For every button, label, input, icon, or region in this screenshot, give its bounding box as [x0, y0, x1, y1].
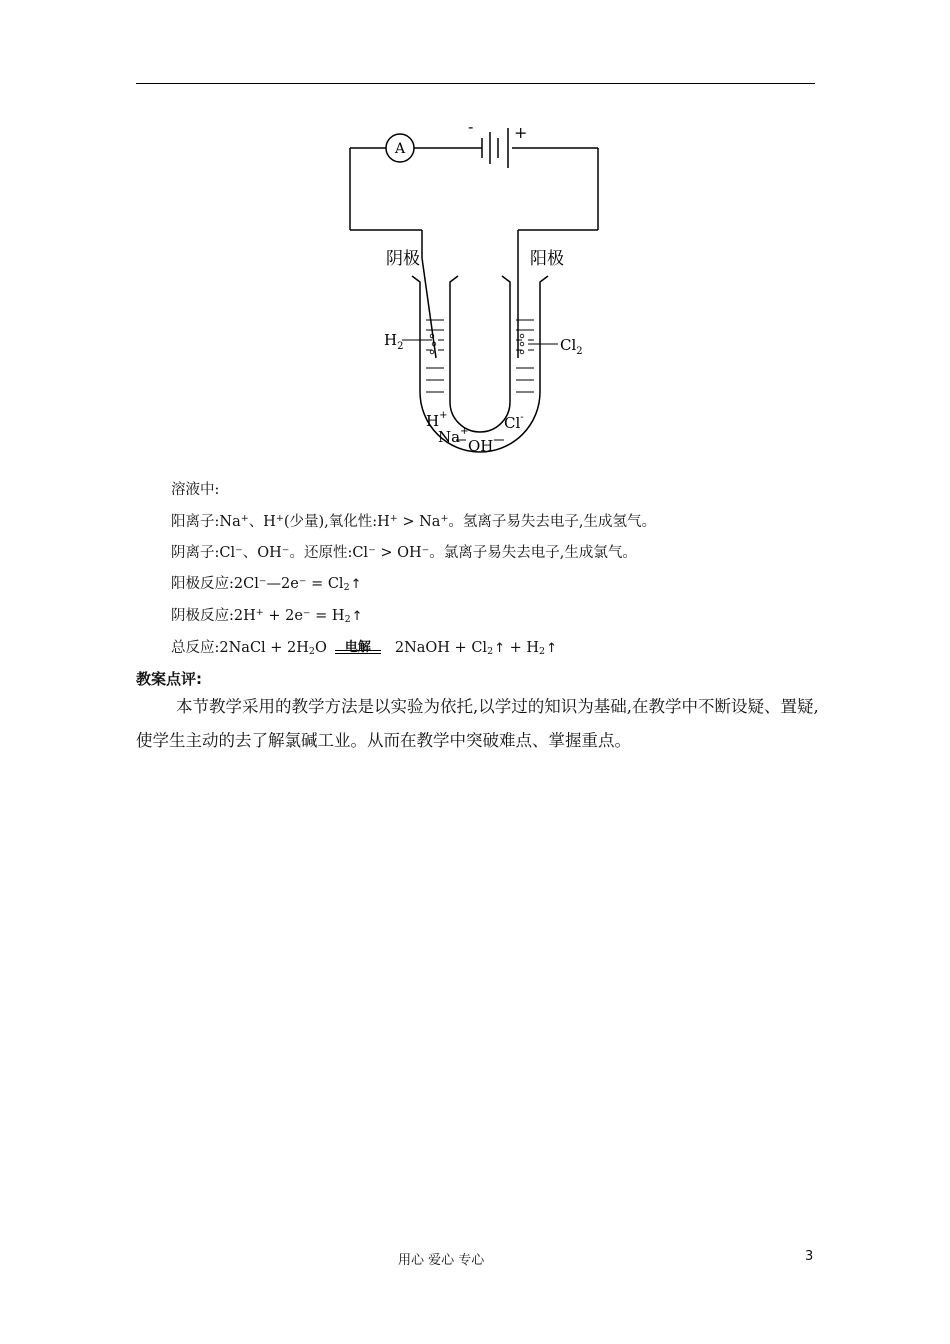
- page-number: 3: [805, 1249, 814, 1264]
- circuit-wires: [350, 148, 598, 258]
- gas-cl2-label: $Cl_2$: [560, 336, 583, 357]
- ion-oh-label: OH-: [468, 435, 497, 455]
- comment-paragraph: 本节教学采用的教学方法是以实验为依托,以学过的知识为基础,在教学中不断设疑、置疑,使学生主动的去了解氯碱工业。从而在教学中突破难点、掌握重点。: [136, 697, 819, 750]
- ion-h-label: H+: [426, 410, 448, 430]
- left-electrode-label: 阴极: [386, 249, 420, 269]
- electrolysis-condition: 电解: [335, 650, 381, 654]
- anions-line: 阴离子:Cl⁻、OH⁻。还原性:Cl⁻ > OH⁻。氯离子易失去电子,生成氯气。: [171, 545, 637, 561]
- cations-line: 阳离子:Na+、H+(少量),氧化性:H+ > Na+。氢离子易失去电子,生成氢气。: [171, 513, 657, 530]
- comment-heading: 教案点评:: [136, 670, 202, 688]
- battery-minus: -: [468, 118, 474, 136]
- ion-cl-label: Cl-: [504, 412, 524, 432]
- footer-text: 用心 爱心 专心: [398, 1253, 485, 1268]
- gas-h2-label: $H_2$: [384, 331, 404, 352]
- ion-na-label: Na+: [438, 426, 469, 446]
- cathode-rod: [422, 258, 436, 358]
- overall-reaction: 总反应:2NaCl + $2H_2O$ 电解 2NaOH + $Cl_2↑$ + $H_2↑$: [171, 640, 557, 657]
- battery-icon: [482, 128, 508, 168]
- ammeter-label: A: [394, 141, 406, 157]
- battery-plus: +: [514, 123, 528, 142]
- header-rule: [136, 83, 815, 84]
- right-electrode-label: 阳极: [530, 249, 564, 269]
- cathode-reaction: 阴极反应:2H+ + $2e^- = H_2↑$: [171, 607, 363, 625]
- electrolysis-diagram: [330, 118, 630, 468]
- anode-reaction: 阳极反应:2Cl⁻—2e⁻ = $Cl_2↑$: [171, 576, 362, 593]
- solution-label: 溶液中:: [171, 482, 220, 498]
